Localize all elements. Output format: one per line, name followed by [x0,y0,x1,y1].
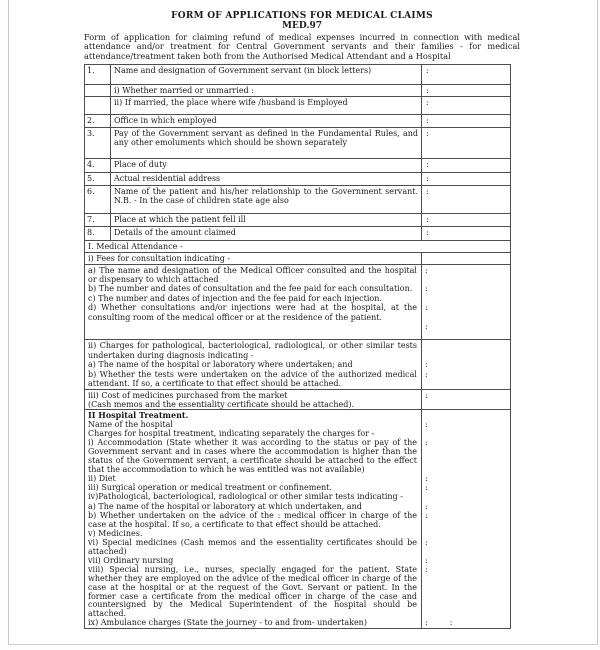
block-item [85,254,510,263]
block-item-text: vi) Special medicines (Cash memos and the essentiality certificates should be attached) [88,538,417,557]
block-item-text: d) Whether consultations and/or injections were had at the hospital, at the consulting room of the medical officer or at the residence of the patient. [88,303,417,322]
block-items [85,410,510,628]
answer-column-divider [421,253,422,264]
row-question: Place of duty [114,159,167,169]
form-intro-paragraph: Form of application for claiming refund of medical expenses incurred in connection with medical attendance and/or treatment for Central Government servants and their families - for medical attendance/treatment taken both from the Authorised Medical Attendant and a Hospital [84,32,520,61]
block-item [85,360,510,369]
block-item [85,370,510,389]
block-item-text [85,322,421,331]
block-item-colon: : [425,501,428,511]
block-item-text: i) Accommodation (State whether it was according to the status or pay of the Government servant and in cases where the accommodation is higher than the status of the Government servant, a certificate should be attached to the effect that the accommodation to which he was entitled was not available) [88,438,417,474]
block-items [85,265,510,340]
answer-column-divider [421,410,422,628]
block-item-colon: : [425,555,428,565]
answer-column-divider [421,390,422,410]
answer-column-divider [421,340,422,388]
row-answer-colon: : [421,85,510,95]
row-answer-colon: : [421,128,510,158]
row-answer-colon: : [421,115,510,127]
form-code: MED.97 [282,21,322,31]
table-block-row [85,339,510,388]
table-row [85,158,510,172]
block-item [85,322,510,331]
row-number [85,85,111,95]
block-items [85,340,510,388]
row-number: 5. [85,173,111,185]
block-item-colon-2: : [449,617,453,627]
document-page [8,0,598,645]
row-number [85,97,111,114]
table-row [85,114,510,127]
block-item-text: II Hospital Treatment. [88,410,189,421]
block-item-text: v) Medicines. [88,528,143,538]
row-answer-colon: : [421,65,510,84]
block-item-colon: : [425,538,428,548]
answer-column-divider [421,265,422,340]
block-item [85,566,510,619]
block-item-text: ii) Diet [88,473,116,483]
row-question: Pay of the Government servant as defined in the Fundamental Rules, and any other emoluments which should be shown separately [114,128,418,148]
row-answer-colon: : [421,186,510,213]
row-answer-colon: : [421,173,510,185]
row-answer-colon: : [421,159,510,172]
block-item [85,341,510,360]
block-item [85,619,510,628]
row-answer-colon: : [421,227,510,240]
table-row [85,172,510,185]
table-block-row [85,252,510,264]
block-item [85,512,510,530]
block-item-text: Charges for hospital treatment, indicating separately the charges for - [88,429,375,439]
row-number: 7. [85,214,111,226]
block-item-colon: : [425,322,428,332]
block-item-text: b) Whether the tests were undertaken on the advice of the authorized medical attendant. If so, a certificate to that effect should be attached. [88,369,417,389]
table-row [85,213,510,226]
block-item-text: vii) Ordinary nursing [88,555,174,565]
row-number: 1. [85,65,111,84]
block-item-text: iii) Surgical operation or medical treatment or confinement. [88,483,332,493]
block-item-colon: : : [425,617,453,627]
block-item-colon: : [425,360,428,370]
block-item [85,284,510,293]
block-item-colon: : [425,483,428,493]
block-item-colon: : [425,419,428,429]
block-item [85,391,510,400]
block-item-text: Name of the hospital [88,419,173,429]
section-header-row: I. Medical Attendance - [85,240,510,252]
block-item-colon: : [425,369,428,379]
row-number: 2. [85,115,111,127]
form-title: FORM OF APPLICATIONS FOR MEDICAL CLAIMS [171,11,433,21]
row-question: ii) If married, the place where wife /husband is Employed [114,97,348,107]
block-item [85,294,510,303]
block-item-colon: : [425,284,428,294]
block-item-colon: : [425,438,428,448]
block-item-colon: : [425,303,428,313]
row-question: Actual residential address [114,173,221,183]
block-item-text: ii) Charges for pathological, bacteriological, radiological, or other similar tests undertaken during diagnosis indicating - [88,341,417,360]
row-question: Details of the amount claimed [114,227,236,237]
row-number: 3. [85,128,111,158]
block-item-text: b) Whether undertaken on the advice of the : medical officer in charge of the case at the hospital. If so, a certificate to that effect should be attached. [88,511,417,530]
block-item-text: b) The number and dates of consultation and the fee paid for each consultation. [88,284,413,294]
block-item-text: a) The name of the hospital or laboratory at which undertaken, and [88,501,362,511]
block-item-text: viii) Special nursing, i.e., nurses, specially engaged for the patient. State whether they are employed on the advice of the medical officer in charge of the case at the hospital or at the request of the Govt. Servant or patient. In the former case a certificate from the medical officer in charge of the case and countersigned by the Medical Superintendent of the hospital should be attached. [88,565,417,619]
row-question: Name of the patient and his/her relationship to the Government servant. N.B. - In the case of children state age also [114,186,418,206]
block-item [85,266,510,285]
block-item-colon: : [425,473,428,483]
block-item-text: i) Fees for consultation indicating - [88,253,231,263]
block-items [85,253,510,263]
row-number: 4. [85,159,111,172]
table-block-row [85,264,510,340]
block-item-colon: : [425,390,428,400]
block-item-text: a) The name and designation of the Medical Officer consulted and the hospital or dispensary to which attached [88,265,417,285]
block-item-text: iii) Cost of medicines purchased from the market [88,390,288,400]
table-row [85,65,510,84]
row-answer-colon: : [421,97,510,114]
row-question: i) Whether married or unmarried : [114,86,254,96]
block-item [85,539,510,557]
block-item-text: iv)Pathological, bacteriological, radiological or other similar tests indicating - [88,492,403,502]
row-number: 6. [85,186,111,213]
table-row [85,96,510,114]
block-item-text: (Cash memos and the essentiality certificate should be attached). [88,399,355,409]
block-item [85,439,510,474]
block-item-text: ix) Ambulance charges (State the journey - to and from- undertaken) [88,617,367,627]
block-item-colon: : [425,511,428,521]
table-row [85,127,510,158]
block-items [85,390,510,410]
table-block-row [85,409,510,628]
row-number: 8. [85,227,111,240]
block-item [85,303,510,322]
block-item-colon: : [425,265,428,275]
block-item-text: c) The number and dates of injection and the fee paid for each injection. [88,293,382,303]
row-question: Place at which the patient fell ill [114,214,246,224]
table-row [85,185,510,213]
row-question: Office in which employed [114,115,217,125]
block-item-colon: : [425,565,428,575]
table-block-row [85,389,510,410]
block-item [85,400,510,409]
block-item-text: a) The name of the hospital or laboratory where undertaken; and [88,360,353,370]
claims-form-table [84,64,511,629]
row-question: Name and designation of Government servant (in block letters) [114,66,372,76]
row-answer-colon: : [421,214,510,226]
table-row [85,226,510,240]
table-row [85,84,510,95]
